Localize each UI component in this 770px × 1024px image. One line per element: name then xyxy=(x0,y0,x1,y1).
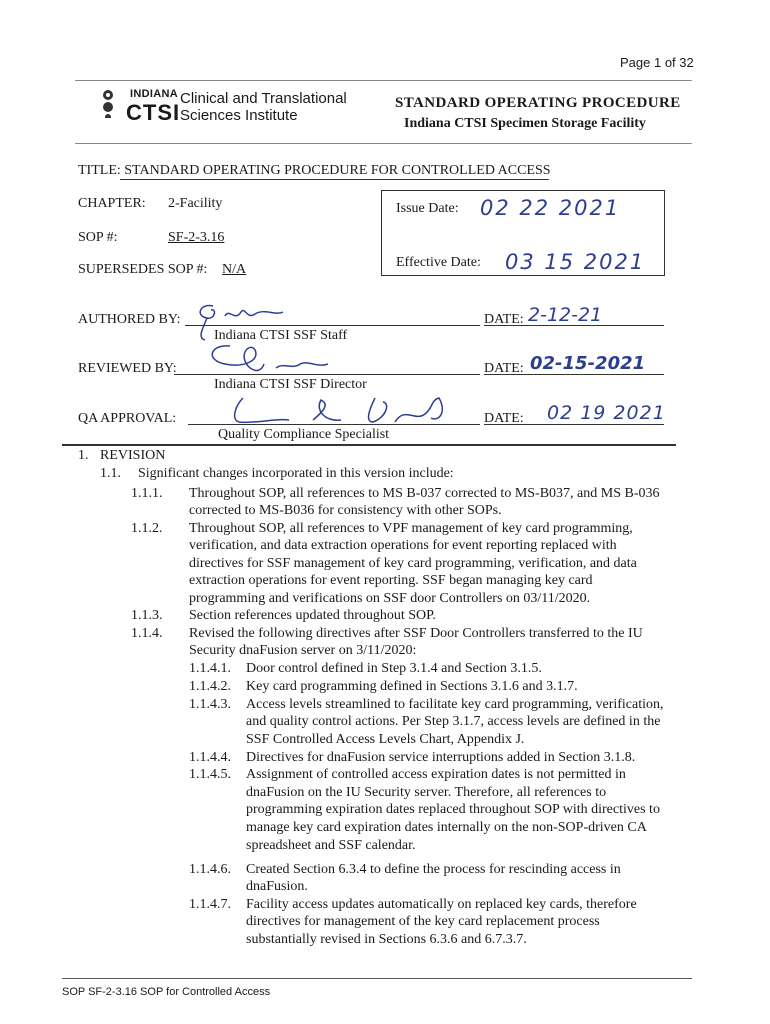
issue-date-label: Issue Date: xyxy=(396,201,459,216)
list-item-line: Facility access updates automatically on replaced key cards, therefore xyxy=(246,897,637,912)
list-item-line: Revised the following directives after SSF Door Controllers transferred to the IU xyxy=(189,626,643,641)
chapter-label: CHAPTER: xyxy=(78,196,146,211)
title-underline xyxy=(120,179,549,180)
list-item-number: 1.1.4.3. xyxy=(189,697,231,712)
list-item-number: 1.1.4.4. xyxy=(189,750,231,765)
list-item-number: 1.1. xyxy=(100,466,121,481)
list-item-number: 1.1.2. xyxy=(131,521,163,536)
logo-line1: Clinical and Translational xyxy=(180,90,347,107)
logo-indiana: INDIANA xyxy=(130,88,178,100)
qa-approval-label: QA APPROVAL: xyxy=(78,411,177,426)
list-item-number: 1.1.4.7. xyxy=(189,897,231,912)
authored-role: Indiana CTSI SSF Staff xyxy=(214,328,348,343)
list-item-line: directives for management of the key card replacement process xyxy=(246,914,600,929)
reviewed-role: Indiana CTSI SSF Director xyxy=(214,377,367,392)
footer-rule xyxy=(62,978,692,979)
effective-date-handwritten: 03 15 2021 xyxy=(505,250,646,274)
reviewer-signature xyxy=(200,340,340,380)
qa-date-line xyxy=(484,424,664,425)
list-item-line: manage key card expiration dates internally on the non-SOP-driven CA xyxy=(246,820,647,835)
list-item-line: programming expiration dates replaced throughout SOP with directives to xyxy=(246,802,660,817)
qa-signature xyxy=(225,392,475,432)
list-item-line: spreadsheet and SSF calendar. xyxy=(246,838,416,853)
list-item-line: Throughout SOP, all references to MS B-037 corrected to MS-B037, and MS B-036 xyxy=(189,486,660,501)
list-item-line: dnaFusion. xyxy=(246,879,308,894)
qa-date-label: DATE: xyxy=(484,411,524,426)
reviewed-by-label: REVIEWED BY: xyxy=(78,361,177,376)
list-item-line: Assignment of controlled access expiration dates is not permitted in xyxy=(246,767,626,782)
document-title: TITLE: STANDARD OPERATING PROCEDURE FOR CONTROLLED ACCESS xyxy=(78,163,551,178)
list-item-line: Directives for dnaFusion service interruptions added in Section 3.1.8. xyxy=(246,750,636,765)
list-item-line: SSF Controlled Access Levels Chart, Appendix J. xyxy=(246,732,525,747)
qa-role: Quality Compliance Specialist xyxy=(218,427,390,442)
sop-number-label: SOP #: xyxy=(78,230,118,245)
section-title: REVISION xyxy=(100,448,166,463)
list-item-line: Throughout SOP, all references to VPF management of key card programming, xyxy=(189,521,633,536)
reviewed-date-line xyxy=(484,374,664,375)
list-item-line: directives for SSF management of key card programming, verification, and data xyxy=(189,556,637,571)
list-item-number: 1.1.4.1. xyxy=(189,661,231,676)
list-item-number: 1.1.1. xyxy=(131,486,163,501)
list-item-number: 1.1.4.5. xyxy=(189,767,231,782)
effective-date-label: Effective Date: xyxy=(396,255,481,270)
issue-date-handwritten: 02 22 2021 xyxy=(480,196,621,220)
list-item-line: substantially revised in Sections 6.3.6 and 6.7.3.7. xyxy=(246,932,527,947)
list-item-line: Security dnaFusion server on 3/11/2020: xyxy=(189,643,417,658)
sop-subheading: Indiana CTSI Specimen Storage Facility xyxy=(404,116,646,131)
sop-number-value: SF-2-3.16 xyxy=(168,230,225,245)
list-item-line: Access levels streamlined to facilitate key card programming, verification, xyxy=(246,697,664,712)
list-item-line: Key card programming defined in Sections 3.1.6 and 3.1.7. xyxy=(246,679,578,694)
list-item-line: corrected to MS-B036 for consistency with other SOPs. xyxy=(189,503,502,518)
list-item-line: Door control defined in Step 3.1.4 and Section 3.1.5. xyxy=(246,661,542,676)
supersedes-label: SUPERSEDES SOP #: xyxy=(78,262,208,277)
list-item-number: 1.1.4. xyxy=(131,626,163,641)
authored-date-handwritten: 2-12-21 xyxy=(528,304,603,326)
authored-by-label: AUTHORED BY: xyxy=(78,312,181,327)
list-item-line: Section references updated throughout SOP. xyxy=(189,608,436,623)
logo-line2: Sciences Institute xyxy=(180,107,298,124)
list-item-number: 1.1.4.2. xyxy=(189,679,231,694)
list-item-line: Significant changes incorporated in this version include: xyxy=(138,466,454,481)
sop-heading: STANDARD OPERATING PROCEDURE xyxy=(395,95,681,111)
list-item-line: and quality control actions. Per Step 3.1.7, access levels are defined in the xyxy=(246,714,661,729)
qa-date-handwritten: 02 19 2021 xyxy=(547,402,666,424)
section-number: 1. xyxy=(78,448,89,463)
page-number: Page 1 of 32 xyxy=(620,55,694,70)
list-item-line: Created Section 6.3.4 to define the process for rescinding access in xyxy=(246,862,621,877)
list-item-line: dnaFusion on the IU Security server. Therefore, all references to xyxy=(246,785,607,800)
list-item-line: programming and verifications on SSF door Controllers on 03/11/2020. xyxy=(189,591,591,606)
reviewed-date-handwritten: 02-15-2021 xyxy=(530,353,646,374)
list-item-line: verification, and data extraction operations for event reporting replaced with xyxy=(189,538,617,553)
authored-date-label: DATE: xyxy=(484,312,524,327)
list-item-number: 1.1.4.6. xyxy=(189,862,231,877)
chapter-value: 2-Facility xyxy=(168,196,223,211)
list-item-line: extraction operations for event reporting. SSF began managing key card xyxy=(189,573,593,588)
footer-text: SOP SF-2-3.16 SOP for Controlled Access xyxy=(62,986,271,998)
reviewed-date-label: DATE: xyxy=(484,361,524,376)
list-item-number: 1.1.3. xyxy=(131,608,163,623)
section-divider xyxy=(62,444,676,446)
supersedes-value: N/A xyxy=(222,262,247,277)
logo-ctsi: CTSI xyxy=(126,100,181,125)
